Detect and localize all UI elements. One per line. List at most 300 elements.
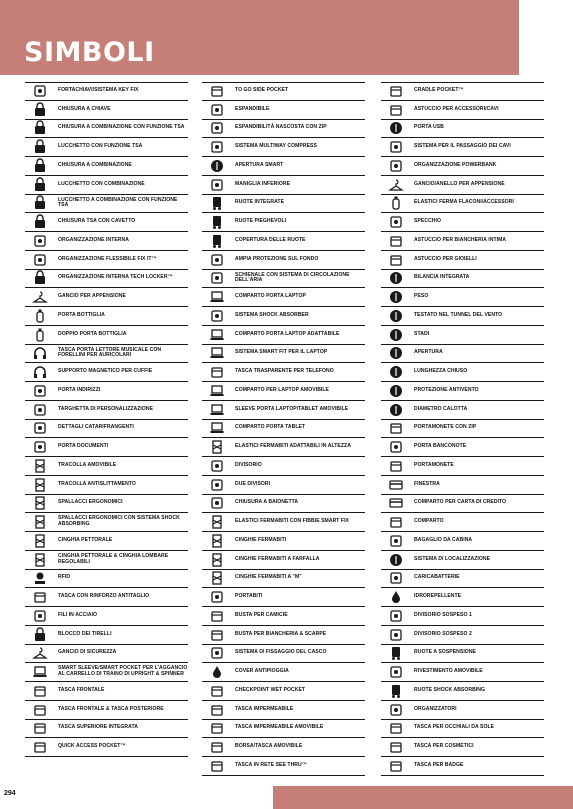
symbol-label: PORTA USB bbox=[414, 124, 444, 131]
cable-case-icon bbox=[381, 101, 411, 119]
symbol-row bbox=[25, 288, 188, 307]
front-pocket-icon bbox=[25, 682, 55, 700]
symbol-row bbox=[25, 157, 188, 176]
symbol-row bbox=[25, 626, 188, 645]
removable-bag-icon bbox=[202, 738, 232, 756]
symbol-row bbox=[381, 82, 544, 101]
symbol-label: LUCCHETTO CON FUNZIONE TSA bbox=[58, 143, 143, 150]
symbol-row bbox=[25, 495, 188, 514]
symbol-row bbox=[202, 401, 365, 420]
symbol-label: TRACOLLA ANTISLITTAMENTO bbox=[58, 480, 136, 487]
expandable-icon bbox=[202, 101, 232, 119]
removable-strap-icon bbox=[25, 457, 55, 475]
symbol-label: TASCA FRONTALE & TASCA POSTERIORE bbox=[58, 705, 164, 712]
double-bottle-holder-icon bbox=[25, 326, 55, 344]
two-dividers-icon bbox=[202, 476, 232, 494]
symbol-label: CHIUSURA A BAIONETTA bbox=[235, 499, 299, 506]
symbol-row bbox=[202, 701, 365, 720]
symbol-row bbox=[381, 213, 544, 232]
badge-pocket-icon bbox=[381, 757, 411, 775]
symbol-label: LUCCHETTO A COMBINAZIONE CON FUNZIONE TSA bbox=[58, 196, 178, 209]
symbol-label: RUOTE A SOSPENSIONE bbox=[414, 649, 476, 656]
symbol-row bbox=[381, 663, 544, 682]
symbol-label: COMPARTO PER LAPTOP AMOVIBILE bbox=[235, 386, 329, 393]
symbol-label: PROTEZIONE ANTIVENTO bbox=[414, 386, 479, 393]
symbol-label: RIVESTIMENTO AMOVIBILE bbox=[414, 668, 483, 675]
headphones-icon bbox=[25, 345, 55, 363]
symbol-row bbox=[381, 251, 544, 270]
cradle-pocket-icon bbox=[381, 83, 411, 100]
symbol-row bbox=[381, 570, 544, 589]
symbol-row bbox=[381, 401, 544, 420]
symbol-row bbox=[202, 363, 365, 382]
symbol-row bbox=[202, 195, 365, 214]
symbol-row bbox=[25, 551, 188, 570]
symbol-label: SPALLACCI ERGONOMICI bbox=[58, 499, 123, 506]
symbol-row bbox=[202, 607, 365, 626]
stages-icon bbox=[381, 326, 411, 344]
symbol-label: CHIUSURA A COMBINAZIONE CON FUNZIONE TSA bbox=[58, 124, 185, 131]
bottle-holder-icon bbox=[25, 307, 55, 325]
symbol-label: ELASTICI FERMABITI CON FIBBIE SMART FIX bbox=[235, 518, 350, 525]
symbol-row bbox=[381, 120, 544, 139]
symbol-label: TASCA IN RETE SEE THRU™ bbox=[235, 761, 307, 768]
symbol-row bbox=[202, 757, 365, 776]
laptop-compartment-icon bbox=[202, 288, 232, 306]
symbol-label: CINGHIE FERMABITI A "M" bbox=[235, 574, 302, 581]
symbol-label: ORGANIZZATORI bbox=[414, 705, 457, 712]
chest-waist-strap-icon bbox=[25, 551, 55, 569]
symbol-column-1 bbox=[25, 82, 188, 757]
symbol-row bbox=[25, 663, 188, 682]
symbol-row bbox=[202, 176, 365, 195]
symbol-label: TARGHETTA DI PERSONALIZZAZIONE bbox=[58, 405, 154, 412]
symbol-column-3 bbox=[381, 82, 544, 776]
canopy-diameter-icon bbox=[381, 401, 411, 419]
symbol-label: SISTEMA PER IL PASSAGGIO DEI CAVI bbox=[414, 143, 511, 150]
symbol-label: PORTABITI bbox=[235, 593, 263, 600]
waterproof-pocket-icon bbox=[202, 701, 232, 719]
bottle-elastic-icon bbox=[381, 195, 411, 213]
symbol-row bbox=[381, 513, 544, 532]
symbol-row bbox=[25, 476, 188, 495]
laundry-shoe-bag-icon bbox=[202, 626, 232, 644]
symbol-label: PORTA DOCUMENTI bbox=[58, 443, 109, 450]
tsa-combination-padlock-icon bbox=[25, 195, 55, 213]
symbol-row bbox=[25, 251, 188, 270]
symbol-row bbox=[202, 476, 365, 495]
cabin-luggage-icon bbox=[381, 532, 411, 550]
symbol-label: ELASTICI FERMABITI ADATTABILI IN ALTEZZA bbox=[235, 443, 351, 450]
symbol-row bbox=[25, 213, 188, 232]
symbol-label: CINGHIA PETTORALE bbox=[58, 536, 113, 543]
symbol-label: RUOTE INTEGRATE bbox=[235, 199, 285, 206]
chest-strap-icon bbox=[25, 532, 55, 550]
side-pocket-icon bbox=[202, 83, 232, 100]
symbol-label: DIVISORIO bbox=[235, 461, 262, 468]
symbol-row bbox=[202, 157, 365, 176]
coin-purse-icon bbox=[381, 457, 411, 475]
symbol-label: ESPANDIBILITÀ NASCOSTA CON ZIP bbox=[235, 124, 327, 131]
symbol-label: COVER ANTIPIOGGIA bbox=[235, 668, 289, 675]
tsa-cable-lock-icon bbox=[25, 213, 55, 231]
symbol-row bbox=[381, 101, 544, 120]
symbol-row bbox=[202, 345, 365, 364]
symbol-label: FORTACHIAVI/SISTEMA KEY FIX bbox=[58, 87, 139, 94]
symbol-label: BUSTA PER CAMICIE bbox=[235, 611, 288, 618]
symbol-row bbox=[202, 457, 365, 476]
symbol-label: TRACOLLA AMOVIBILE bbox=[58, 461, 117, 468]
symbol-label: BILANCIA INTEGRATA bbox=[414, 274, 470, 281]
wheel-cover-icon bbox=[202, 232, 232, 250]
symbol-label: CARICABATTERIE bbox=[414, 574, 460, 581]
symbol-label: TESTATO NEL TUNNEL DEL VENTO bbox=[414, 311, 503, 318]
name-tag-icon bbox=[25, 401, 55, 419]
symbol-label: ESPANDIBILE bbox=[235, 105, 270, 112]
tsa-padlock-icon bbox=[25, 138, 55, 156]
symbol-row bbox=[25, 232, 188, 251]
hanging-ring-icon bbox=[381, 176, 411, 194]
zipper-pull-lock-icon bbox=[25, 626, 55, 644]
symbol-label: SPALLACCI ERGONOMICI CON SISTEMA SHOCK ABSORBING bbox=[58, 515, 180, 528]
symbol-row bbox=[25, 738, 188, 757]
wind-protection-icon bbox=[381, 382, 411, 400]
symbol-row bbox=[381, 382, 544, 401]
integrated-wheels-icon bbox=[202, 195, 232, 213]
symbol-row bbox=[202, 213, 365, 232]
shock-absorbing-straps-icon bbox=[25, 513, 55, 531]
symbol-label: RFID bbox=[58, 574, 71, 581]
symbol-label: DIAMETRO CALOTTA bbox=[414, 405, 468, 412]
symbol-column-2 bbox=[202, 82, 365, 776]
symbol-label: CHIUSURA TSA CON CAVETTO bbox=[58, 218, 136, 225]
hidden-expansion-icon bbox=[202, 120, 232, 138]
symbol-row bbox=[381, 288, 544, 307]
security-hook-icon bbox=[25, 645, 55, 663]
symbol-label: PORTAMONETE bbox=[414, 461, 454, 468]
symbol-row bbox=[381, 138, 544, 157]
symbol-row bbox=[202, 232, 365, 251]
symbol-label: DETTAGLI CATARIFRANGENTI bbox=[58, 424, 134, 431]
symbol-row bbox=[381, 626, 544, 645]
page-number: 294 bbox=[4, 790, 16, 797]
symbol-label: DIVISORIO SOSPESO 2 bbox=[414, 630, 472, 637]
symbol-label: RUOTE PIEGHEVOLI bbox=[235, 218, 287, 225]
symbol-row bbox=[202, 738, 365, 757]
symbol-row bbox=[381, 157, 544, 176]
jewelry-case-icon bbox=[381, 251, 411, 269]
removable-sleeve-icon bbox=[202, 401, 232, 419]
symbol-label: DUE DIVISORI bbox=[235, 480, 271, 487]
lingerie-case-icon bbox=[381, 232, 411, 250]
tsa-combination-lock-icon bbox=[25, 120, 55, 138]
symbol-label: TASCA PORTA LETTORE MUSICALE CON FORELLINI PER AURICOLARI bbox=[58, 346, 162, 359]
anti-cut-pocket-icon bbox=[25, 588, 55, 606]
symbol-label: SISTEMA DI LOCALIZZAZIONE bbox=[414, 555, 491, 562]
smart-sleeve-icon bbox=[25, 663, 55, 681]
symbol-label: TASCA PER BADGE bbox=[414, 761, 464, 768]
symbol-label: SMART SLEEVE/SMART POCKET PER L'AGGANCIO AL CARRELLO DI TRAINO DI UPRIGHT & SPINNER bbox=[58, 665, 188, 678]
symbol-row bbox=[202, 551, 365, 570]
symbol-row bbox=[25, 570, 188, 589]
symbol-row bbox=[25, 138, 188, 157]
window-icon bbox=[381, 476, 411, 494]
tie-down-straps-icon bbox=[202, 532, 232, 550]
symbol-row bbox=[25, 701, 188, 720]
symbol-label: QUICK ACCESS POCKET™ bbox=[58, 743, 126, 750]
symbol-label: ORGANIZZAZIONE POWERBANK bbox=[414, 161, 497, 168]
symbol-label: APERTURA SMART bbox=[235, 161, 284, 168]
usb-port-icon bbox=[381, 120, 411, 138]
charger-icon bbox=[381, 570, 411, 588]
closed-length-icon bbox=[381, 363, 411, 381]
mirror-icon bbox=[381, 213, 411, 231]
symbol-label: TASCA CON RINFORZO ANTITAGLIO bbox=[58, 593, 150, 600]
symbol-row bbox=[202, 588, 365, 607]
symbol-label: SISTEMA SHOCK ABSORBER bbox=[235, 311, 309, 318]
smart-opening-icon bbox=[202, 157, 232, 175]
hanging-divider-1-icon bbox=[381, 607, 411, 625]
top-pocket-icon bbox=[25, 720, 55, 738]
removable-waterproof-pocket-icon bbox=[202, 720, 232, 738]
transparent-phone-pocket-icon bbox=[202, 363, 232, 381]
symbol-row bbox=[202, 270, 365, 289]
symbol-label: IDROREPELLENTE bbox=[414, 593, 462, 600]
integrated-scale-icon bbox=[381, 270, 411, 288]
symbol-label: RUOTE SHOCK ABSORBING bbox=[414, 686, 486, 693]
symbol-row bbox=[381, 757, 544, 776]
mesh-pocket-icon bbox=[202, 757, 232, 775]
key-fix-icon bbox=[25, 83, 55, 100]
symbol-row bbox=[25, 720, 188, 739]
cable-passage-icon bbox=[381, 138, 411, 156]
footer-bar bbox=[273, 786, 573, 809]
cosmetics-pocket-icon bbox=[381, 738, 411, 756]
symbol-row bbox=[202, 138, 365, 157]
symbol-label: COMPARTO PER CARTA DI CREDITO bbox=[414, 499, 507, 506]
symbol-label: PORTA INDIRIZZI bbox=[58, 386, 101, 393]
symbol-label: TASCA SUPERIORE INTEGRATA bbox=[58, 724, 139, 731]
symbol-label: ASTUCCIO PER GIOIELLI bbox=[414, 255, 477, 262]
combination-padlock-icon bbox=[25, 176, 55, 194]
symbol-row bbox=[202, 326, 365, 345]
symbol-label: TO GO SIDE POCKET bbox=[235, 87, 289, 94]
tech-locker-icon bbox=[25, 270, 55, 288]
symbol-label: BAGAGLIO DA CABINA bbox=[414, 536, 473, 543]
symbol-row bbox=[202, 682, 365, 701]
symbol-label: SISTEMA DI FISSAGGIO DEL CASCO bbox=[235, 649, 327, 656]
garment-holder-icon bbox=[202, 588, 232, 606]
symbol-row bbox=[381, 720, 544, 739]
symbol-label: CHIUSURA A CHIAVE bbox=[58, 105, 111, 112]
ergonomic-straps-icon bbox=[25, 495, 55, 513]
symbol-row bbox=[381, 682, 544, 701]
symbol-label: PORTA BANCONOTE bbox=[414, 443, 467, 450]
symbol-label: COMPARTO PORTA LAPTOP bbox=[235, 293, 306, 300]
symbol-row bbox=[202, 307, 365, 326]
helmet-holder-icon bbox=[202, 645, 232, 663]
tablet-compartment-icon bbox=[202, 420, 232, 438]
bottom-handle-icon bbox=[202, 176, 232, 194]
symbol-label: CHIUSURA A COMBINAZIONE bbox=[58, 161, 132, 168]
symbol-label: GANCIO/ANELLO PER APPENSIONE bbox=[414, 180, 505, 187]
shock-absorber-icon bbox=[202, 307, 232, 325]
symbol-label: APERTURA bbox=[414, 349, 443, 356]
symbol-label: ASTUCCIO PER BIANCHERIA INTIMA bbox=[414, 236, 507, 243]
reflective-details-icon bbox=[25, 420, 55, 438]
credit-card-icon bbox=[381, 495, 411, 513]
symbol-row bbox=[202, 663, 365, 682]
symbol-row bbox=[25, 607, 188, 626]
folding-wheels-icon bbox=[202, 213, 232, 231]
symbol-label: CINGHIA PETTORALE & CINGHIA LOMBARE REGOLABILI bbox=[58, 552, 169, 565]
symbol-row bbox=[381, 588, 544, 607]
symbol-row bbox=[25, 382, 188, 401]
symbol-label: TASCA TRASPARENTE PER TELEFONO bbox=[235, 368, 334, 375]
symbol-row bbox=[381, 326, 544, 345]
symbol-row bbox=[381, 495, 544, 514]
symbol-label: LUCCHETTO CON COMBINAZIONE bbox=[58, 180, 145, 187]
symbol-label: ORGANIZZAZIONE FLESSIBILE FIX IT™ bbox=[58, 255, 157, 262]
symbol-row bbox=[25, 438, 188, 457]
fix-it-organizer-icon bbox=[25, 251, 55, 269]
wet-pocket-icon bbox=[202, 682, 232, 700]
symbol-row bbox=[25, 326, 188, 345]
symbol-label: SLEEVE PORTA LAPTOP/TABLET AMOVIBILE bbox=[235, 405, 349, 412]
symbol-label: SUPPORTO MAGNETICO PER CUFFIE bbox=[58, 368, 153, 375]
symbol-label: FILI IN ACCIAIO bbox=[58, 611, 98, 618]
symbol-row bbox=[202, 101, 365, 120]
symbol-label: BUSTA PER BIANCHERIA & SCARPE bbox=[235, 630, 327, 637]
symbol-row bbox=[25, 532, 188, 551]
powerbank-icon bbox=[381, 157, 411, 175]
symbol-row bbox=[381, 232, 544, 251]
symbol-label: FINESTRA bbox=[414, 480, 440, 487]
symbol-row bbox=[25, 176, 188, 195]
symbol-row bbox=[25, 345, 188, 364]
symbol-row bbox=[381, 532, 544, 551]
opening-icon bbox=[381, 345, 411, 363]
address-holder-icon bbox=[25, 382, 55, 400]
symbol-row bbox=[25, 513, 188, 532]
adaptable-laptop-compartment-icon bbox=[202, 326, 232, 344]
symbol-row bbox=[202, 82, 365, 101]
symbol-row bbox=[25, 101, 188, 120]
symbol-row bbox=[25, 363, 188, 382]
symbol-row bbox=[202, 720, 365, 739]
symbol-label: COMPARTO PORTA LAPTOP ADATTABILE bbox=[235, 330, 340, 337]
symbol-row bbox=[25, 120, 188, 139]
symbol-row bbox=[381, 176, 544, 195]
symbol-row bbox=[202, 288, 365, 307]
smart-fit-laptop-icon bbox=[202, 345, 232, 363]
symbol-label: ELASTICI FERMA FLACONI/ACCESSORI bbox=[414, 199, 514, 206]
steel-wires-icon bbox=[25, 607, 55, 625]
adjustable-elastic-straps-icon bbox=[202, 438, 232, 456]
symbol-label: STADI bbox=[414, 330, 430, 337]
symbol-row bbox=[381, 551, 544, 570]
document-holder-icon bbox=[25, 438, 55, 456]
symbol-label: COMPARTO PORTA TABLET bbox=[235, 424, 306, 431]
symbol-row bbox=[25, 420, 188, 439]
symbol-row bbox=[25, 307, 188, 326]
hanger-hook-icon bbox=[25, 288, 55, 306]
symbol-row bbox=[202, 513, 365, 532]
symbol-row bbox=[381, 701, 544, 720]
m-straps-icon bbox=[202, 570, 232, 588]
removable-laptop-compartment-icon bbox=[202, 382, 232, 400]
symbol-label: AMPIA PROTEZIONE SUL FONDO bbox=[235, 255, 319, 262]
hanging-divider-2-icon bbox=[381, 626, 411, 644]
tracking-icon bbox=[381, 551, 411, 569]
symbol-label: CHECKPOINT WET POCKET bbox=[235, 686, 306, 693]
symbol-row bbox=[25, 195, 188, 214]
wind-tunnel-icon bbox=[381, 307, 411, 325]
symbol-label: SCHIENALE CON SISTEMA DI CIRCOLAZIONE DELL'ARIA bbox=[235, 271, 350, 284]
organizers-icon bbox=[381, 701, 411, 719]
symbol-row bbox=[25, 82, 188, 101]
weight-icon bbox=[381, 288, 411, 306]
symbol-label: TASCA PER COSMETICI bbox=[414, 743, 474, 750]
symbol-label: SPECCHIO bbox=[414, 218, 442, 225]
shirt-bag-icon bbox=[202, 607, 232, 625]
symbol-row bbox=[202, 495, 365, 514]
suspension-wheels-icon bbox=[381, 645, 411, 663]
symbol-row bbox=[25, 682, 188, 701]
symbol-row bbox=[202, 570, 365, 589]
symbol-label: PORTAMONETE CON ZIP bbox=[414, 424, 477, 431]
symbol-row bbox=[381, 307, 544, 326]
symbol-row bbox=[381, 420, 544, 439]
symbol-row bbox=[381, 195, 544, 214]
butterfly-straps-icon bbox=[202, 551, 232, 569]
symbol-label: ASTUCCIO PER ACCESSORI/CAVI bbox=[414, 105, 499, 112]
symbol-label: COMPARTO bbox=[414, 518, 444, 525]
symbol-row bbox=[202, 251, 365, 270]
quick-access-pocket-icon bbox=[25, 738, 55, 756]
symbol-row bbox=[202, 438, 365, 457]
magnetic-headphone-holder-icon bbox=[25, 363, 55, 381]
symbol-label: SISTEMA SMART FIT PER IL LAPTOP bbox=[235, 349, 328, 356]
symbol-row bbox=[381, 270, 544, 289]
symbol-label: BORSA/TASCA AMOVIBILE bbox=[235, 743, 303, 750]
symbol-row bbox=[202, 382, 365, 401]
air-circulation-icon bbox=[202, 270, 232, 288]
symbol-row bbox=[381, 457, 544, 476]
symbol-label: ORGANIZZAZIONE INTERNA bbox=[58, 236, 129, 243]
symbol-row bbox=[381, 645, 544, 664]
symbol-label: CINGHIE FERMABITI A FARFALLA bbox=[235, 555, 320, 562]
symbol-label: PORTA BOTTIGLIA bbox=[58, 311, 105, 318]
combination-lock-icon bbox=[25, 157, 55, 175]
symbol-row bbox=[202, 645, 365, 664]
page-title: SIMBOLI bbox=[24, 37, 155, 68]
symbol-row bbox=[381, 363, 544, 382]
front-back-pocket-icon bbox=[25, 701, 55, 719]
symbol-row bbox=[381, 476, 544, 495]
removable-lining-icon bbox=[381, 663, 411, 681]
symbol-label: TASCA IMPERMEABILE AMOVIBILE bbox=[235, 724, 324, 731]
symbol-row bbox=[25, 401, 188, 420]
symbol-label: BLOCCO DEI TIRELLI bbox=[58, 630, 112, 637]
symbol-label: PESO bbox=[414, 293, 429, 300]
symbol-label: CRADLE POCKET™ bbox=[414, 87, 464, 94]
bottom-protection-icon bbox=[202, 251, 232, 269]
symbol-row bbox=[25, 457, 188, 476]
symbol-row bbox=[25, 270, 188, 289]
sunglasses-pocket-icon bbox=[381, 720, 411, 738]
multiway-compress-icon bbox=[202, 138, 232, 156]
